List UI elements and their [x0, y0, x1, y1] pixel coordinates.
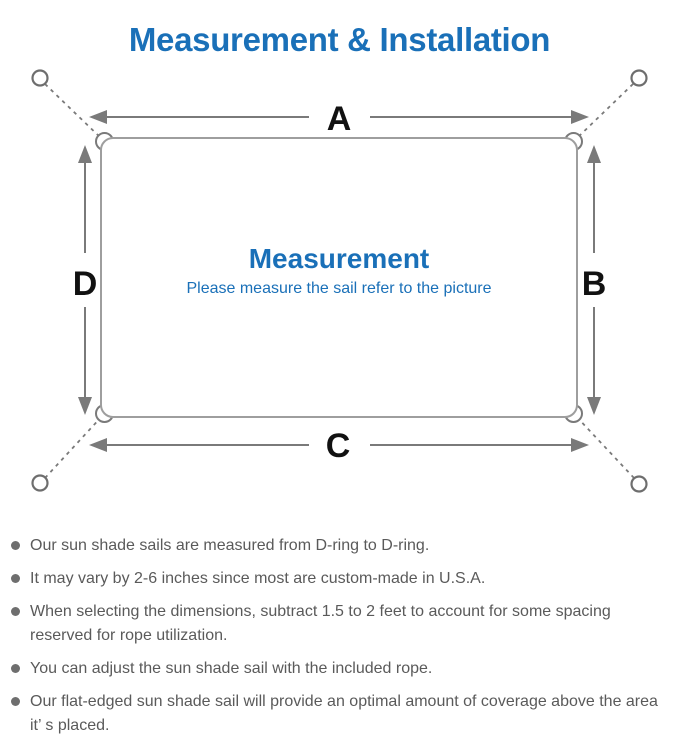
dimension-label-a: A	[326, 100, 352, 138]
dimension-label-b: B	[581, 265, 607, 303]
notes-list	[10, 534, 666, 739]
list-item	[10, 657, 666, 681]
note-text: It may vary by 2-6 inches since most are custom-made in U.S.A.	[30, 570, 486, 587]
bullet-dot-icon	[11, 541, 20, 550]
shade-sail-rectangle	[101, 138, 577, 417]
dimension-label-d: D	[72, 265, 98, 303]
note-text: Our sun shade sails are measured from D-ring to D-ring.	[30, 537, 430, 554]
anchor-ring-top-left	[33, 71, 48, 86]
anchor-ring-bottom-right	[632, 477, 647, 492]
list-item	[10, 567, 666, 591]
list-item	[10, 600, 666, 648]
bullet-dot-icon	[11, 607, 20, 616]
center-measurement-title: Measurement	[248, 243, 430, 274]
measurement-diagram	[0, 55, 679, 525]
tension-dashed-line-bottom-right	[574, 414, 634, 478]
note-text: When selecting the dimensions, subtract 1.5 to 2 feet to account for some spacing reserved for rope utilization.	[30, 603, 611, 644]
bullet-dot-icon	[11, 574, 20, 583]
bullet-dot-icon	[11, 697, 20, 706]
page-title: Measurement & Installation	[128, 21, 551, 59]
list-item	[10, 690, 666, 738]
anchor-ring-top-right	[632, 71, 647, 86]
anchor-ring-bottom-left	[33, 476, 48, 491]
tension-dashed-line-bottom-left	[45, 414, 104, 478]
note-text: Our flat-edged sun shade sail will provide an optimal amount of coverage above the area it’ s placed.	[30, 693, 658, 734]
list-item	[10, 534, 666, 558]
tension-dashed-line-top-left	[45, 84, 104, 141]
center-measurement-subtitle: Please measure the sail refer to the picture	[186, 280, 492, 297]
dimension-label-c: C	[325, 427, 351, 465]
note-text: You can adjust the sun shade sail with the included rope.	[30, 660, 433, 677]
bullet-dot-icon	[11, 664, 20, 673]
tension-dashed-line-top-right	[574, 84, 633, 141]
